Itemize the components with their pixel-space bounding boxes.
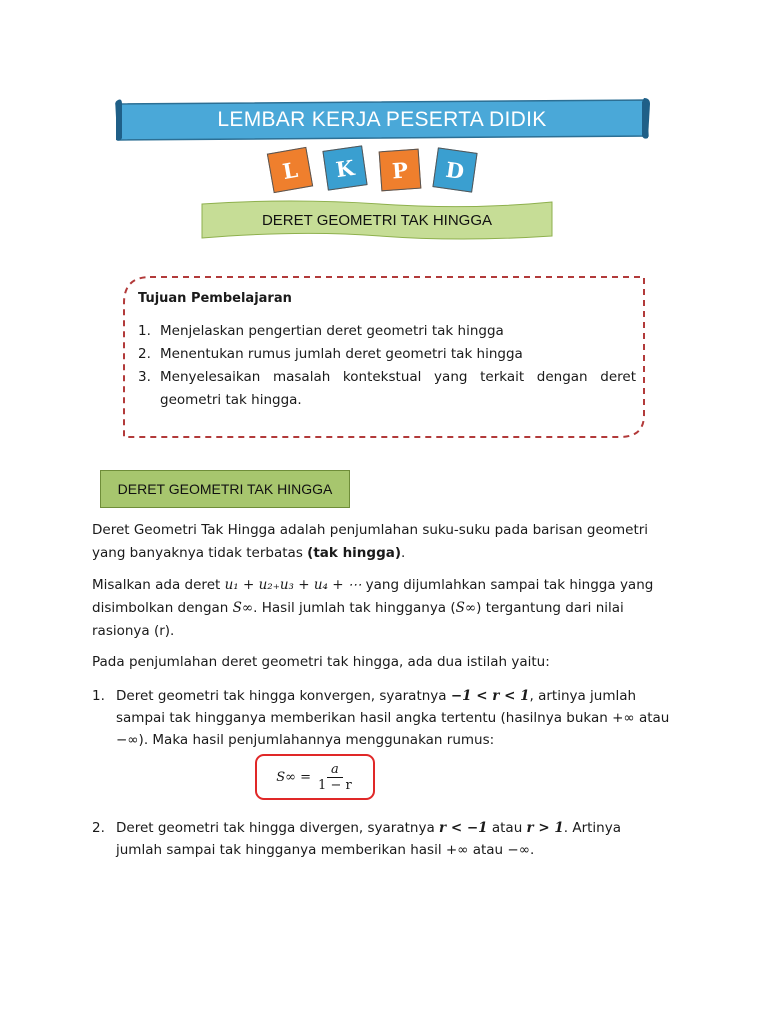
term-convergent: 1. Deret geometri tak hingga konvergen, syaratnya −1 < r < 1, artinya jumlah sampai tak hingganya memberikan hasil angka tertentu (hasilnya bukan +∞ atau −∞). Maka hasil penjumlahannya menggunakan rumus:: [92, 688, 670, 748]
section-label: DERET GEOMETRI TAK HINGGA: [100, 470, 350, 508]
list-item: 1. Menjelaskan pengertian deret geometri tak hingga: [138, 323, 504, 339]
tile-k: K: [322, 145, 367, 190]
subtitle-ribbon: [200, 198, 554, 242]
formula-fraction: [316, 762, 354, 793]
definition-paragraph: Deret Geometri Tak Hingga adalah penjumlahan suku-suku pada barisan geometri yang banyaknya tidak terbatas (tak hingga).: [92, 522, 649, 561]
list-item: 2. Menentukan rumus jumlah deret geometri tak hingga: [138, 346, 523, 362]
example-paragraph: Misalkan ada deret u₁ + u₂₊u₃ + u₄ + ⋯ yang dijumlahkan sampai tak hingga yang disimbolkan dengan S∞. Hasil jumlah tak hingganya (S∞) tergantung dari nilai rasionya (r).: [92, 577, 654, 639]
formula-lhs: S∞ =: [276, 769, 312, 785]
objectives-heading: Tujuan Pembelajaran: [138, 291, 292, 306]
terms-intro: Pada penjumlahan deret geometri tak hingga, ada dua istilah yaitu:: [92, 654, 550, 670]
tile-p: P: [379, 149, 422, 192]
formula-box: [255, 754, 375, 800]
list-item: 3. Menyelesaikan masalah kontekstual yang terkait dengan deret geometri tak hingga.: [138, 369, 636, 408]
objectives-box: [120, 275, 648, 441]
subtitle: DERET GEOMETRI TAK HINGGA: [261, 211, 493, 229]
formula-numerator: a: [327, 762, 343, 778]
tile-l: L: [267, 147, 313, 193]
page-title: LEMBAR KERJA PESERTA DIDIK: [217, 108, 547, 131]
objectives-list: [138, 320, 636, 412]
term-divergent: 2. Deret geometri tak hingga divergen, syaratnya r < −1 atau r > 1. Artinya jumlah sampai tak hingganya memberikan hasil +∞ atau −∞.: [92, 820, 621, 858]
tile-d: D: [432, 147, 477, 192]
formula-denominator: 1 − r: [318, 777, 352, 793]
title-banner: [112, 96, 652, 144]
